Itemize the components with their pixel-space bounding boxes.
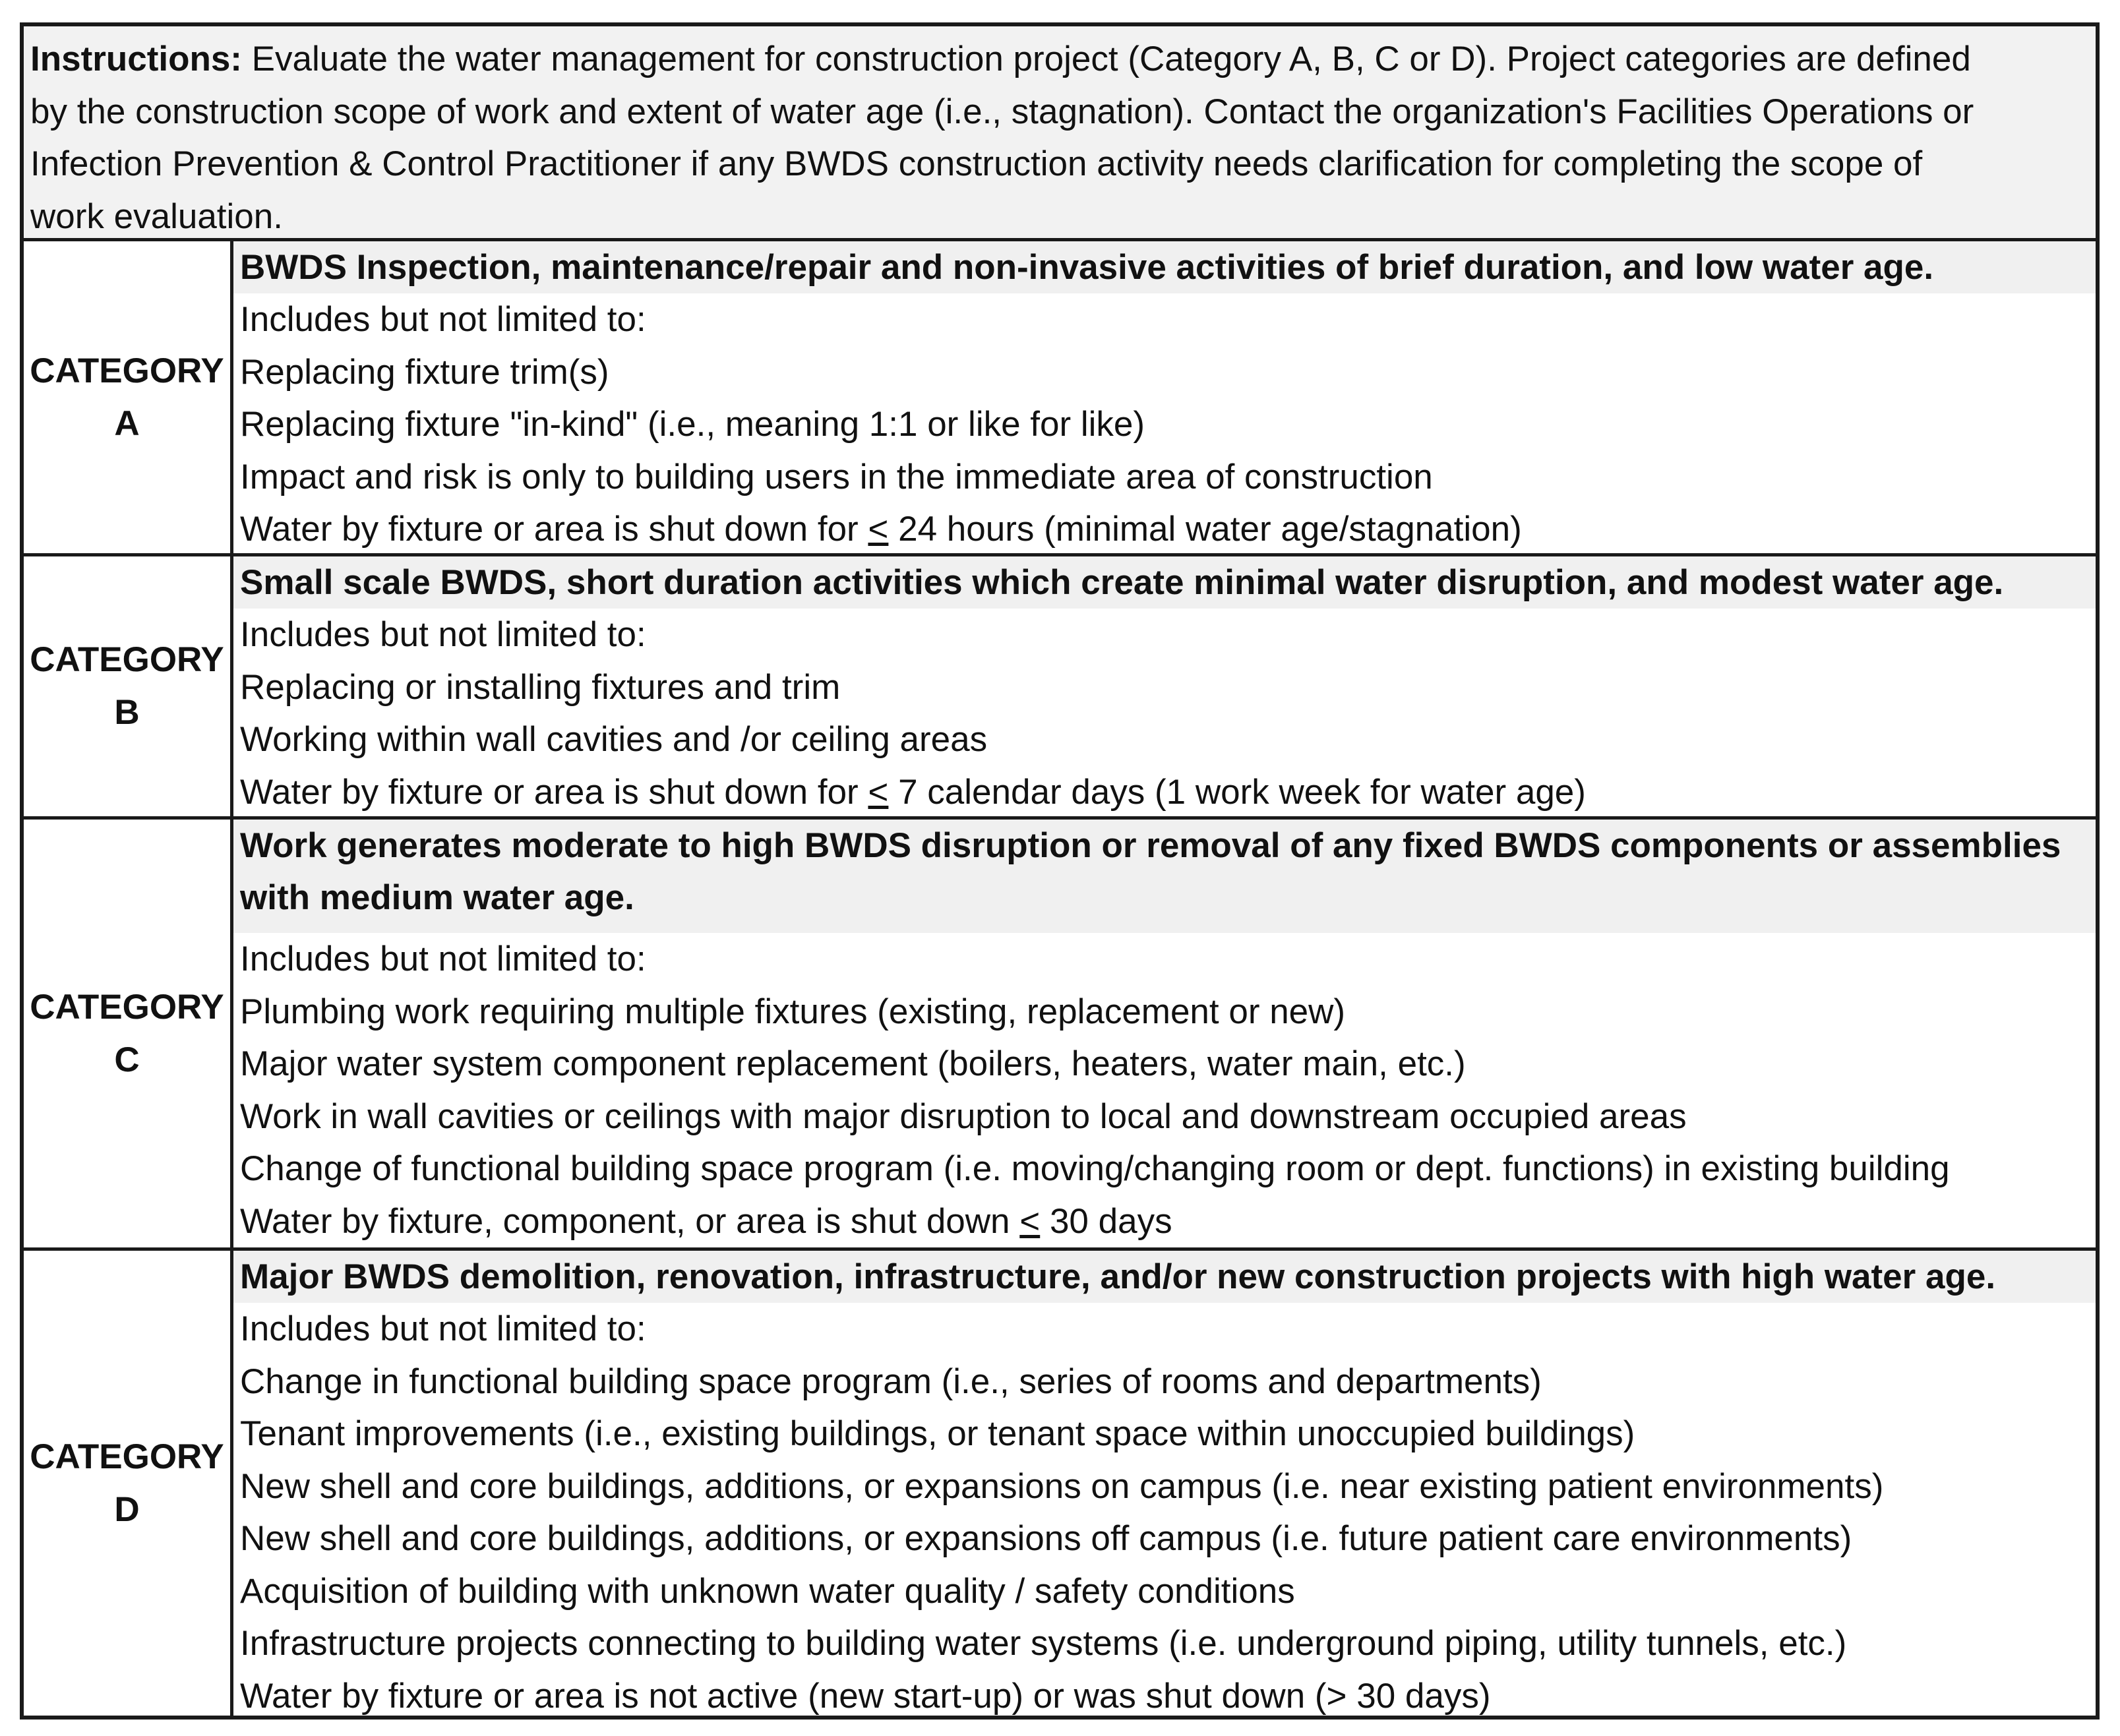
category-a-row: [24, 241, 2096, 556]
category-b-row: [24, 556, 2096, 820]
category-c-heading: Work generates moderate to high BWDS disruption or removal of any fixed BWDS components or assemblies with medium water age.: [233, 820, 2096, 933]
category-b-body: [233, 556, 2096, 816]
list-item: Includes but not limited to:: [240, 615, 646, 654]
category-c-row: [24, 820, 2096, 1251]
list-item: Replacing fixture trim(s): [240, 352, 609, 392]
instructions-line-3: Infection Prevention & Control Practitioner if any BWDS construction activity needs clarification for completing the scope of: [30, 144, 1923, 183]
water-management-table: [20, 22, 2100, 1720]
instructions-label: Instructions:: [30, 40, 242, 78]
list-item: Tenant improvements (i.e., existing buildings, or tenant space within unoccupied buildings): [240, 1414, 1635, 1453]
category-b-heading: Small scale BWDS, short duration activities which create minimal water disruption, and modest water age.: [233, 556, 2096, 609]
list-item: Major water system component replacement (boilers, heaters, water main, etc.): [240, 1044, 1466, 1083]
category-d-heading: Major BWDS demolition, renovation, infrastructure, and/or new construction projects with high water age.: [233, 1251, 2096, 1303]
less-equal-symbol: <: [1019, 1201, 1041, 1241]
category-c-body: [233, 820, 2096, 1247]
list-item: Water by fixture or area is shut down for < 24 hours (minimal water age/stagnation): [240, 510, 1522, 549]
list-item: Plumbing work requiring multiple fixtures (existing, replacement or new): [240, 992, 1346, 1031]
list-item: Change in functional building space program (i.e., series of rooms and departments): [240, 1362, 1542, 1401]
list-item: Acquisition of building with unknown water quality / safety conditions: [240, 1571, 1295, 1611]
category-a-heading: BWDS Inspection, maintenance/repair and non-invasive activities of brief duration, and low water age.: [233, 241, 2096, 293]
list-item: Water by fixture or area is not active (new start-up) or was shut down (> 30 days): [240, 1676, 1491, 1716]
list-item: Work in wall cavities or ceilings with major disruption to local and downstream occupied areas: [240, 1096, 1687, 1136]
instructions-block: [24, 26, 2096, 241]
list-item: Includes but not limited to:: [240, 940, 646, 978]
category-b-label: CATEGORY B: [24, 556, 233, 816]
less-equal-symbol: <: [868, 772, 889, 812]
list-item: Replacing fixture "in-kind" (i.e., meaning 1:1 or like for like): [240, 405, 1145, 444]
category-d-row: [24, 1251, 2096, 1716]
list-item: New shell and core buildings, additions, or expansions off campus (i.e. future patient care environments): [240, 1519, 1852, 1558]
category-c-label: CATEGORY C: [24, 820, 233, 1247]
list-item: Replacing or installing fixtures and trim: [240, 667, 841, 707]
list-item: New shell and core buildings, additions, or expansions on campus (i.e. near existing patient environments): [240, 1466, 1884, 1506]
list-item: Impact and risk is only to building users in the immediate area of construction: [240, 457, 1433, 496]
list-item: Water by fixture or area is shut down for < 7 calendar days (1 work week for water age): [240, 772, 1586, 812]
list-item: Includes but not limited to:: [240, 300, 646, 339]
category-d-body: [233, 1251, 2096, 1716]
list-item: Infrastructure projects connecting to building water systems (i.e. underground piping, utility tunnels, etc.): [240, 1624, 1847, 1663]
instructions-line-2: by the construction scope of work and extent of water age (i.e., stagnation). Contact the organization's Facilities Operations or: [30, 92, 1974, 131]
instructions-line-4: work evaluation.: [30, 196, 283, 236]
category-a-label: CATEGORY A: [24, 241, 233, 553]
list-item: Change of functional building space program (i.e. moving/changing room or dept. functions) in existing building: [240, 1149, 1950, 1188]
instructions-line-1: Evaluate the water management for construction project (Category A, B, C or D). Project categories are defined: [241, 40, 1971, 78]
list-item: Working within wall cavities and /or ceiling areas: [240, 720, 988, 759]
category-d-label: CATEGORY D: [24, 1251, 233, 1716]
list-item: Water by fixture, component, or area is shut down < 30 days: [240, 1201, 1172, 1241]
less-equal-symbol: <: [868, 510, 889, 549]
category-a-body: [233, 241, 2096, 553]
list-item: Includes but not limited to:: [240, 1309, 646, 1348]
